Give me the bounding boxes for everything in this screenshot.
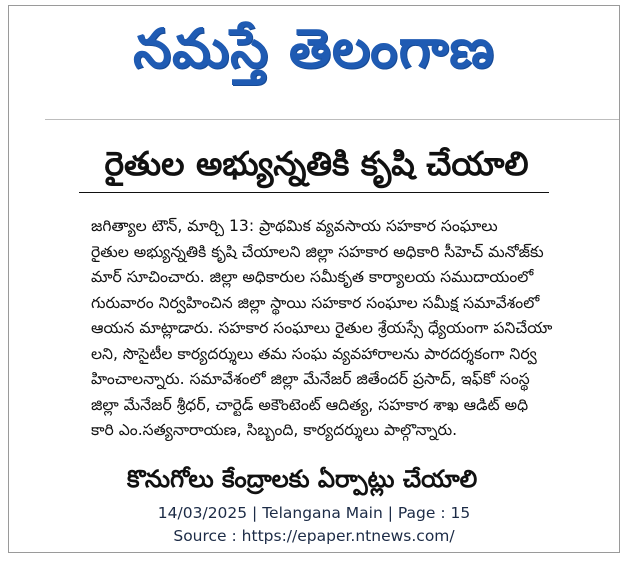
footer-source-link[interactable]: Source : https://epaper.ntnews.com/ <box>173 527 455 545</box>
footer-date-edition-page: 14/03/2025 | Telangana Main | Page : 15 <box>157 504 471 522</box>
masthead <box>9 6 619 114</box>
masthead-divider <box>45 119 619 120</box>
article-body-line: లని, సొసైటీల కార్యదర్శులు తమ సంఘ వ్యవహారాలను పారదర్శకంగా నిర్వ <box>91 344 537 363</box>
article-body-line: మార్ సూచించారు. జిల్లా అధికారుల సమీకృత కార్యాలయ సముదాయంలో <box>91 268 534 286</box>
article-body-line: రైతుల అభ్యున్నతికి కృషి చేయాలని జిల్లా సహకార అధికారి సీహెచ్ మనోజ్‌కు <box>91 242 544 261</box>
article-body-line: జగిత్యాల టౌన్, మార్చి 13: ప్రాథమిక వ్యవసాయ సహకార సంఘాలు <box>91 217 498 235</box>
article-body-line: గురువారం నిర్వహించిన జిల్లా స్థాయి సహకార సంఘాల సమీక్ష సమావేశంలో <box>91 293 540 312</box>
newspaper-logo: నమస్తే తెలంగాణ <box>133 17 495 80</box>
clipping-frame <box>8 5 620 553</box>
next-article-headline-cut <box>127 465 507 493</box>
article-body-line: కారి ఎం.సత్యనారాయణ, సిబ్బంది, కార్యదర్శులు పాల్గొన్నారు. <box>91 421 458 439</box>
article-body-line: హించాలన్నారు. సమావేశంలో జిల్లా మేనేజర్ జితేందర్ ప్రసాద్, ఇఫ్‌కో సంస్థ <box>91 370 530 388</box>
article-body <box>91 214 611 444</box>
headline-underline <box>79 192 549 193</box>
article-headline: రైతుల అభ్యున్నతికి కృషి చేయాలి <box>104 144 529 183</box>
article-body-line: ఆయన మాట్లాడారు. సహకార సంఘాలు రైతుల శ్రేయస్సే ధ్యేయంగా పనిచేయా <box>91 319 553 337</box>
next-article-headline-text: కొనుగోలు కేంద్రాలకు ఏర్పాట్లు చేయాలి <box>127 465 478 493</box>
clipping-footer <box>9 502 619 548</box>
article-body-line: జిల్లా మేనేజర్ శ్రీధర్, చార్టెడ్ అకౌంటెంట్ ఆదిత్య, సహకార శాఖ ఆడిట్ అధి <box>91 395 529 414</box>
